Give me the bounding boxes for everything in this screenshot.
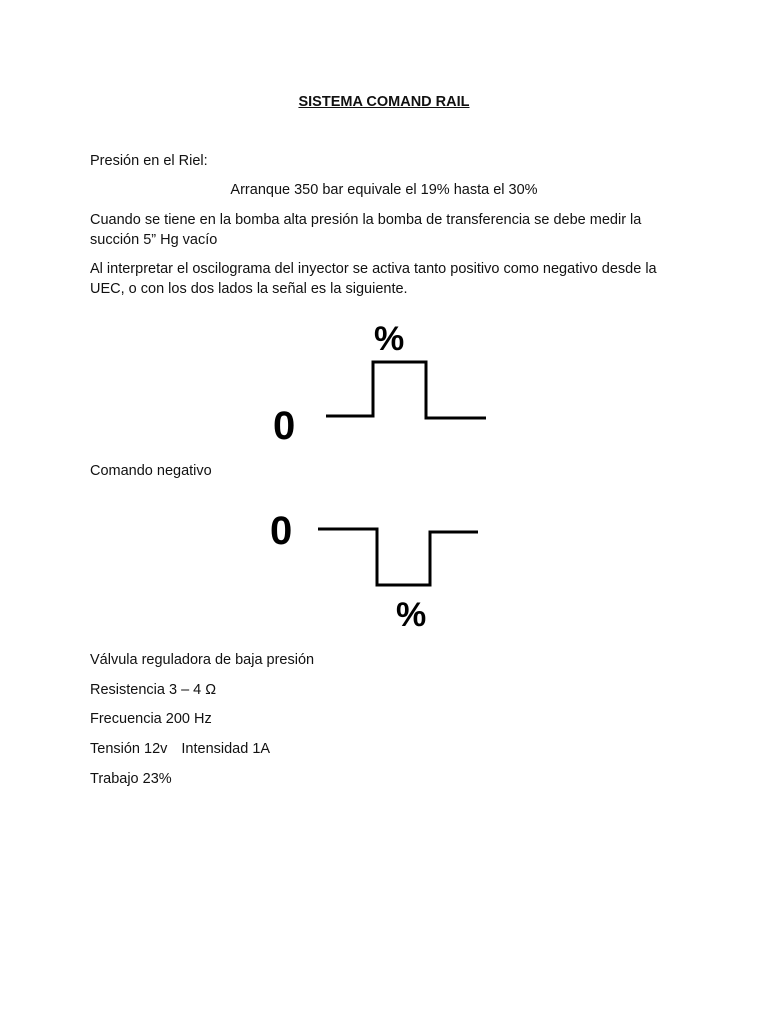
valve-heading: Válvula reguladora de baja presión — [90, 652, 315, 668]
zero-label: 0 — [273, 404, 296, 448]
current-spec: Intensidad 1A — [181, 741, 271, 757]
electrical-spec-line — [90, 739, 270, 759]
page-title: SISTEMA COMAND RAIL — [298, 94, 470, 110]
negative-signal-diagram — [260, 500, 500, 640]
startup-pressure-line: Arranque 350 bar equivale el 19% hasta el 30% — [230, 182, 538, 198]
zero-label: 0 — [270, 509, 293, 553]
pump-paragraph: Cuando se tiene en la bomba alta presión la bomba de transferencia se debe medir la succión 5” Hg vacío — [90, 212, 642, 248]
rail-pressure-heading: Presión en el Riel: — [90, 153, 208, 169]
negative-pulse-waveform — [318, 529, 478, 585]
percent-label: % — [396, 596, 427, 634]
frequency-spec: Frecuencia 200 Hz — [90, 711, 212, 727]
percent-label: % — [374, 320, 405, 358]
voltage-spec: Tensión 12v — [90, 741, 168, 757]
work-spec: Trabajo 23% — [90, 771, 172, 787]
negative-command-label: Comando negativo — [90, 463, 212, 479]
positive-pulse-waveform — [326, 362, 486, 418]
positive-signal-diagram — [260, 310, 500, 450]
oscillogram-paragraph: Al interpretar el oscilograma del inyector se activa tanto positivo como negativo desde la UEC, o con los dos lados la señal es la siguiente. — [90, 261, 657, 297]
resistance-spec: Resistencia 3 – 4 Ω — [90, 682, 217, 698]
